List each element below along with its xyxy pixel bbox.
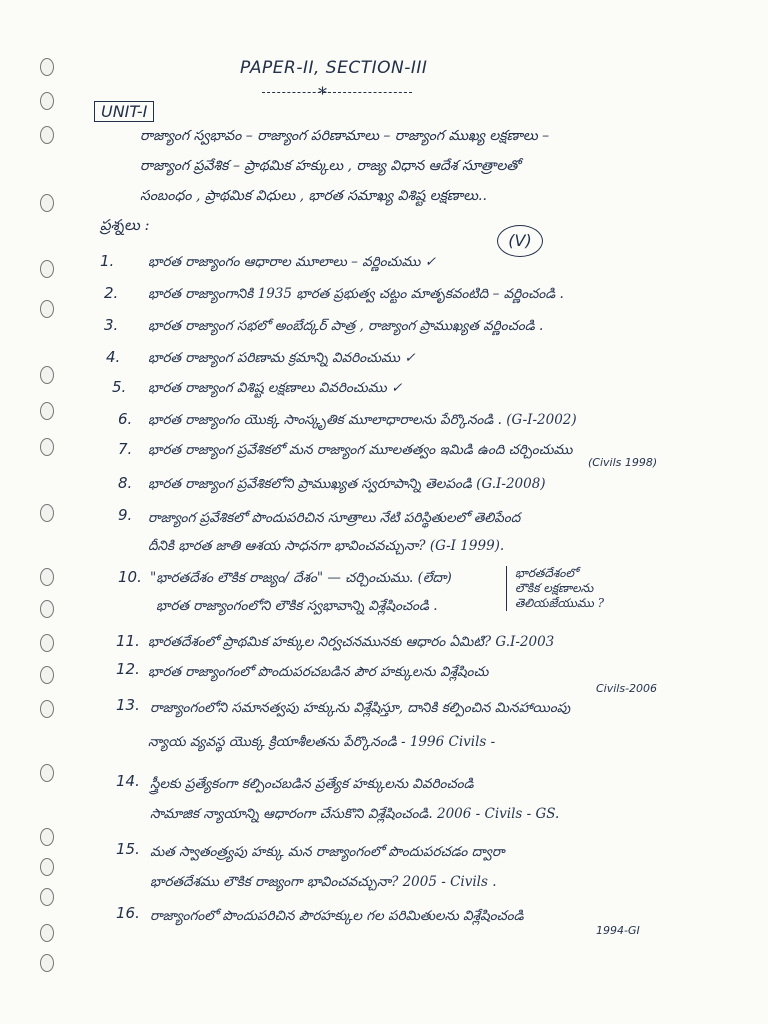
binder-hole <box>40 666 54 684</box>
binder-hole <box>40 924 54 942</box>
question-number: 13. <box>116 696 140 714</box>
question-text: భారత రాజ్యాంగం ఆధారాల మూలాలు – వర్ణించుము ✓ <box>148 254 437 270</box>
binder-hole <box>40 260 54 278</box>
margin-note <box>506 566 604 611</box>
page-title: PAPER-II, SECTION-III <box>240 58 428 78</box>
binder-hole <box>40 954 54 972</box>
year-note: (Civils 1998) <box>588 456 658 469</box>
binder-hole <box>40 194 54 212</box>
question-text: భారత రాజ్యాంగంలో పొందుపరచబడిన పౌర హక్కులను విశ్లేషించు <box>148 664 489 680</box>
binder-hole <box>40 92 54 110</box>
question-number: 12. <box>116 660 140 678</box>
question-text: భారత రాజ్యాంగంలోని లౌకిక స్వభావాన్ని విశ్లేషించండి . <box>156 598 438 614</box>
binder-hole <box>40 58 54 76</box>
question-text: రాజ్యాంగ ప్రవేశికలో పొందుపరిచిన సూత్రాలు నేటి పరిస్థితులలో తెలిపేంద <box>148 510 521 526</box>
star-mark: * <box>318 84 327 105</box>
question-number: 1. <box>100 252 115 270</box>
question-text: స్త్రీలకు ప్రత్యేకంగా కల్పించబడిన ప్రత్యేక హక్కులను వివరించండి <box>150 776 474 792</box>
title-underline <box>262 92 412 93</box>
binder-hole <box>40 300 54 318</box>
question-text: సామాజిక న్యాయాన్ని ఆధారంగా చేసుకొని విశ్లేషించండి. 2006 - Civils - GS. <box>150 806 560 822</box>
binder-hole <box>40 858 54 876</box>
binder-hole <box>40 764 54 782</box>
question-text: దీనికి భారత జాతి ఆశయ సాధనగా భావించవచ్చునా? (G-I 1999). <box>148 538 505 554</box>
binder-hole <box>40 828 54 846</box>
year-note: 1994-GI <box>596 924 640 937</box>
binder-hole <box>40 634 54 652</box>
question-number: 14. <box>116 772 140 790</box>
question-text: భారత రాజ్యాంగ విశిష్ట లక్షణాలు వివరించుము ✓ <box>148 380 403 396</box>
binder-hole <box>40 438 54 456</box>
binder-holes <box>34 48 58 1008</box>
question-text: న్యాయ వ్యవస్థ యొక్క క్రియాశీలతను పేర్కొనండి - 1996 Civils - <box>148 734 496 750</box>
binder-hole <box>40 504 54 522</box>
question-number: 11. <box>116 632 140 650</box>
intro-line: సంబంధం , ప్రాథమిక విధులు , భారత సమాఖ్య విశిష్ట లక్షణాలు.. <box>140 188 487 204</box>
year-note: Civils-2006 <box>596 682 658 695</box>
question-number: 9. <box>118 506 133 524</box>
unit-label: UNIT-I <box>94 101 154 122</box>
margin-note-line: తెలియజేయుము ? <box>515 596 605 610</box>
binder-hole <box>40 126 54 144</box>
question-number: 3. <box>104 316 119 334</box>
question-text: భారత రాజ్యాంగ ప్రవేశికలో మన రాజ్యాంగ మూలతత్వం ఇమిడి ఉంది చర్చించుము <box>148 442 573 458</box>
question-text: భారతదేశము లౌకిక రాజ్యంగా భావించవచ్చునా? 2005 - Civils . <box>150 874 497 890</box>
circled-mark: (V) <box>497 225 543 257</box>
binder-hole <box>40 888 54 906</box>
question-text: భారత రాజ్యాంగం యొక్క సాంస్కృతిక మూలాధారాలను పేర్కొనండి . (G-I-2002) <box>148 412 577 428</box>
binder-hole <box>40 700 54 718</box>
questions-heading: ప్రశ్నలు : <box>100 216 150 234</box>
binder-hole <box>40 568 54 586</box>
question-text: "భారతదేశం లౌకిక రాజ్యం/ దేశం" — చర్చించుము. (లేదా) <box>150 570 452 586</box>
margin-note-line: లౌకిక లక్షణాలను <box>515 581 594 595</box>
question-number: 5. <box>112 378 127 396</box>
question-number: 15. <box>116 840 140 858</box>
intro-line: రాజ్యాంగ ప్రవేశిక – ప్రాథమిక హక్కులు , రాజ్య విధాన ఆదేశ సూత్రాలతో <box>140 158 521 174</box>
question-number: 7. <box>118 440 133 458</box>
question-text: భారత రాజ్యాంగ సభలో అంబేద్కర్ పాత్ర , రాజ్యాంగ ప్రాముఖ్యత వర్ణించండి . <box>148 318 544 334</box>
question-text: భారత రాజ్యాంగ ప్రవేశికలోని ప్రాముఖ్యత స్వరూపాన్ని తెలపండి (G.I-2008) <box>148 476 546 492</box>
question-number: 10. <box>118 568 142 586</box>
question-number: 8. <box>118 474 133 492</box>
question-text: భారత రాజ్యాంగ పరిణామ క్రమాన్ని వివరించుము ✓ <box>148 350 416 366</box>
question-text: రాజ్యాంగంలో పొందుపరిచిన పౌరహక్కుల గల పరిమితులను విశ్లేషించండి <box>150 908 524 924</box>
intro-line: రాజ్యాంగ స్వభావం – రాజ్యాంగ పరిణామాలు – రాజ్యాంగ ముఖ్య లక్షణాలు – <box>140 128 550 144</box>
question-text: భారత రాజ్యాంగానికి 1935 భారత ప్రభుత్వ చట్టం మాతృకవంటిది – వర్ణించండి . <box>148 286 564 302</box>
binder-hole <box>40 366 54 384</box>
question-number: 2. <box>104 284 119 302</box>
binder-hole <box>40 600 54 618</box>
margin-note-line: భారతదేశంలో <box>515 566 578 580</box>
question-number: 4. <box>106 348 121 366</box>
question-text: భారతదేశంలో ప్రాథమిక హక్కుల నిర్వచనమునకు ఆధారం ఏమిటి? G.I-2003 <box>148 634 555 650</box>
question-number: 16. <box>116 904 140 922</box>
binder-hole <box>40 402 54 420</box>
question-number: 6. <box>118 410 133 428</box>
question-text: రాజ్యాంగంలోని సమానత్వపు హక్కును విశ్లేషిస్తూ, దానికి కల్పించిన మినహాయింపు <box>150 700 571 716</box>
question-text: మత స్వాతంత్ర్యపు హక్కు మన రాజ్యాంగంలో పొందుపరచడం ద్వారా <box>150 844 505 860</box>
